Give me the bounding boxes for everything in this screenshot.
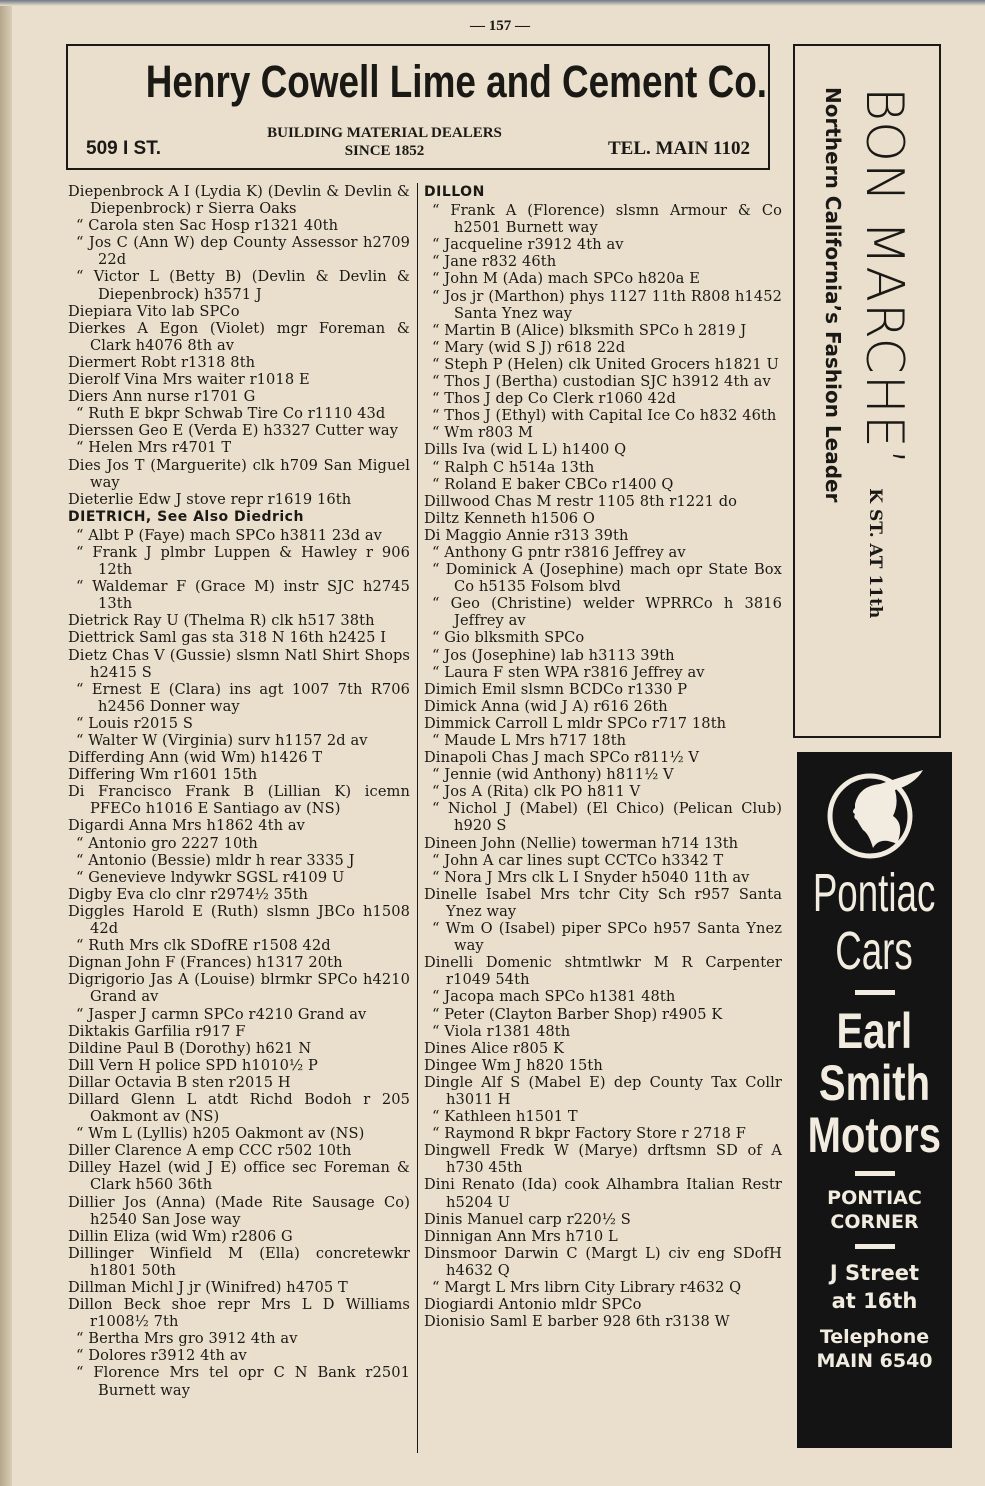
directory-entry: “ Jasper J carmn SPCo r4210 Grand av [76, 1005, 367, 1023]
directory-entry: “ Laura F sten WPA r3816 Jeffrey av [432, 663, 705, 681]
directory-entry: Dimmick Carroll L mldr SPCo r717 18th [424, 714, 727, 732]
directory-entry: Dinnigan Ann Mrs h710 L [424, 1227, 618, 1245]
directory-entry: “ Geo (Christine) welder WPRRCo h 3816 Jeffrey av [432, 595, 782, 630]
directory-entry: Dinsmoor Darwin C (Margt L) civ eng SDofH h4632 Q [424, 1244, 782, 1279]
directory-entry: “ Maude L Mrs h717 18th [432, 732, 627, 749]
directory-entry: Diktakis Garfilia r917 F [68, 1022, 246, 1040]
directory-entry: “ Wm L (Lyllis) h205 Oakmont av (NS) [76, 1125, 365, 1143]
phone-line1: Telephone [819, 1326, 930, 1348]
directory-entry: “ Walter W (Virginia) surv h1157 2d av [76, 732, 368, 749]
directory-entry: “ Dolores r3912 4th av [76, 1347, 247, 1365]
directory-entry: Dillman Michl J jr (Winifred) h4705 T [68, 1279, 348, 1296]
directory-entry: Dimich Emil slsmn BCDCo r1330 P [424, 680, 688, 698]
directory-entry: Di Francisco Frank B (Lillian K) icemn PFECo h1016 E Santiago av (NS) [68, 783, 410, 818]
directory-entry: Dillin Eliza (wid Wm) r2806 G [68, 1227, 293, 1245]
ad-company-name: Henry Cowell Lime and Cement Co. [145, 56, 768, 107]
directory-entry: “ Mary (wid S J) r618 22d [432, 338, 626, 356]
directory-entry: Dills Iva (wid L L) h1400 Q [424, 441, 627, 459]
directory-column-middle [424, 183, 782, 1330]
directory-entry: Dinelli Domenic shtmtlwkr M R Carpenter r1049 54th [424, 954, 782, 989]
directory-entry: “ Roland E baker CBCo r1400 Q [432, 475, 674, 493]
ad-phone: TEL. MAIN 1102 [608, 138, 750, 159]
directory-entry: Dillar Octavia B sten r2015 H [68, 1073, 291, 1091]
pontiac-line1: Pontiac [813, 863, 936, 923]
divider-rule [855, 1244, 895, 1249]
directory-entry: “ Frank A (Florence) slsmn Armour & Co h2501 Burnett way [432, 202, 782, 237]
pontiac-ad [797, 752, 952, 1448]
directory-entry: Diettrick Saml gas sta 318 N 16th h2425 I [68, 629, 387, 647]
directory-entry: “ Louis r2015 S [76, 714, 194, 732]
directory-entry: Diller Clarence A emp CCC r502 10th [68, 1142, 352, 1160]
directory-entry: “ Antonio (Bessie) mldr h rear 3335 J [76, 851, 355, 869]
directory-entry: Diggles Harold E (Ruth) slsmn JBCo h1508 42d [68, 902, 410, 938]
directory-entry: “ Victor L (Betty B) (Devlin & Devlin & Diepenbrock) h3571 J [76, 268, 410, 303]
directory-entry: Dierkes A Egon (Violet) mgr Foreman & Clark h4076 8th av [68, 319, 410, 354]
bon-marche-title: BON MARCHE’ [854, 87, 914, 467]
directory-entry: Dini Renato (Ida) cook Alhambra Italian Restr h5204 U [424, 1176, 782, 1211]
dealer-line2: Smith [818, 1055, 931, 1111]
street-line2: at 16th [831, 1289, 918, 1313]
page-top-shadow [0, 0, 985, 6]
bon-marche-title-row [854, 87, 914, 721]
directory-entry: Diepiara Vito lab SPCo [68, 302, 240, 320]
directory-entry: Dieterlie Edw J stove repr r1619 16th [68, 490, 352, 508]
indian-head-logo-icon [825, 764, 925, 864]
dealer-line3: Motors [807, 1107, 942, 1163]
directory-entry: Dillier Jos (Anna) (Made Rite Sausage Co) h2540 San Jose way [68, 1193, 410, 1228]
henry-cowell-ad [66, 44, 770, 170]
directory-entry: “ Helen Mrs r4701 T [76, 439, 232, 457]
bon-marche-address: K ST. AT 11th [865, 488, 885, 619]
directory-entry: “ Antonio gro 2227 10th [76, 834, 258, 852]
directory-entry: “ Jane r832 46th [432, 253, 557, 271]
directory-entry: “ Ralph C h514a 13th [432, 458, 595, 476]
directory-entry: Dingee Wm J h820 15th [424, 1056, 603, 1074]
directory-entry: Dietrick Ray U (Thelma R) clk h517 38th [68, 612, 375, 630]
directory-entry: Dilley Hazel (wid J E) office sec Foreman & Clark h560 36th [68, 1159, 410, 1194]
directory-entry: Diepenbrock A I (Lydia K) (Devlin & Devlin & Diepenbrock) r Sierra Oaks [68, 183, 410, 218]
directory-entry: “ Albt P (Faye) mach SPCo h3811 23d av [76, 526, 382, 544]
directory-entry: Dinelle Isabel Mrs tchr City Sch r957 Santa Ynez way [424, 885, 782, 920]
directory-entry: Digardi Anna Mrs h1862 4th av [68, 817, 305, 835]
directory-entry: Digby Eva clo clnr r2974½ 35th [68, 885, 309, 903]
directory-entry: Dies Jos T (Marguerite) clk h709 San Miguel way [68, 456, 410, 491]
directory-entry: Digrigorio Jas A (Louise) blrmkr SPCo h4210 Grand av [68, 971, 410, 1006]
directory-entry: “ Bertha Mrs gro 3912 4th av [76, 1330, 298, 1348]
ad-address: 509 I ST. [86, 138, 161, 159]
directory-entry: “ John M (Ada) mach SPCo h820a E [432, 270, 700, 288]
directory-entry: Dietz Chas V (Gussie) slsmn Natl Shirt Shops h2415 S [68, 646, 410, 681]
street-line1: J Street [829, 1261, 920, 1285]
directory-entry: Dionisio Saml E barber 928 6th r3138 W [424, 1313, 730, 1331]
directory-entry: “ Genevieve lndywkr SGSL r4109 U [76, 868, 345, 886]
dealer-line1: Earl [836, 1003, 913, 1059]
directory-entry: Dillinger Winfield M (Ella) concretewkr h1801 50th [68, 1244, 410, 1279]
bon-marche-ad [793, 44, 941, 738]
directory-column-left [68, 183, 410, 1399]
phone-line2: MAIN 6540 [816, 1350, 933, 1372]
directory-entry: Dierssen Geo E (Verda E) h3327 Cutter way [68, 422, 399, 440]
ad-tagline-line2: SINCE 1852 [344, 143, 425, 159]
directory-entry: “ Nichol J (Mabel) (El Chico) (Pelican Club) h920 S [432, 800, 782, 835]
directory-entry: Diers Ann nurse r1701 G [68, 388, 256, 406]
directory-entry: “ Kathleen h1501 T [432, 1108, 578, 1126]
divider-rule [855, 1171, 895, 1176]
directory-entry: Diermert Robt r1318 8th [68, 353, 256, 371]
directory-entry: Dingle Alf S (Mabel E) dep County Tax Collr h3011 H [424, 1073, 782, 1108]
directory-entry: “ Anthony G pntr r3816 Jeffrey av [432, 543, 686, 561]
directory-entry: Di Maggio Annie r313 39th [424, 526, 629, 544]
directory-entry: Dillon Beck shoe repr Mrs L D Williams r1008½ 7th [68, 1296, 410, 1331]
directory-entry: “ Jos (Josephine) lab h3113 39th [432, 646, 675, 664]
directory-entry: Differing Wm r1601 15th [68, 766, 258, 784]
bon-marche-slogan: Northern California’s Fashion Leader [821, 87, 845, 503]
directory-entry: “ Peter (Clayton Barber Shop) r4905 K [432, 1005, 723, 1023]
directory-entry: “ John A car lines supt CCTCo h3342 T [432, 851, 724, 869]
bon-marche-rotated-content [802, 61, 932, 721]
ad-tagline-line1: BUILDING MATERIAL DEALERS [267, 125, 502, 141]
directory-entry: “ Steph P (Helen) clk United Grocers h1821 U [432, 355, 779, 373]
directory-entry: “ Margt L Mrs librn City Library r4632 Q [432, 1279, 742, 1296]
directory-entry: “ Wm O (Isabel) piper SPCo h957 Santa Ynez way [432, 920, 782, 955]
directory-entry: “ Jennie (wid Anthony) h811½ V [432, 766, 674, 784]
directory-entry: Diltz Kenneth h1506 O [424, 509, 595, 527]
directory-entry: “ Carola sten Sac Hosp r1321 40th [76, 217, 339, 235]
directory-entry: “ Waldemar F (Grace M) instr SJC h2745 13th [76, 578, 410, 613]
directory-entry: Dineen John (Nellie) towerman h714 13th [424, 834, 739, 852]
directory-entry: “ Thos J (Bertha) custodian SJC h3912 4th av [432, 373, 771, 391]
directory-entry: Dinis Manuel carp r220½ S [424, 1210, 631, 1228]
divider-rule [855, 990, 895, 995]
directory-entry: “ Nora J Mrs clk L I Snyder h5040 11th av [432, 868, 750, 886]
directory-entry: “ Ernest E (Clara) ins agt 1007 7th R706 h2456 Donner way [76, 680, 410, 715]
directory-entry: “ Gio blksmith SPCo [432, 629, 585, 647]
directory-entry: Diogiardi Antonio mldr SPCo [424, 1296, 642, 1314]
directory-entry: Differding Ann (wid Wm) h1426 T [68, 749, 323, 767]
directory-entry: Dillard Glenn L atdt Richd Bodoh r 205 Oakmont av (NS) [68, 1090, 410, 1126]
directory-entry: Dimick Anna (wid J A) r616 26th [424, 697, 668, 715]
directory-entry: Dildine Paul B (Dorothy) h621 N [68, 1039, 312, 1057]
column-divider [417, 183, 418, 1453]
directory-entry: Dill Vern H police SPD h1010½ P [68, 1056, 318, 1074]
directory-entry: Dingwell Fredk W (Marye) drftsmn SD of A h730 45th [424, 1142, 782, 1177]
directory-entry: “ Raymond R bkpr Factory Store r 2718 F [432, 1125, 746, 1143]
directory-entry: “ Thos J (Ethyl) with Capital Ice Co h832 46th [432, 407, 777, 425]
directory-entry: Dines Alice r805 K [424, 1039, 565, 1057]
directory-entry: “ Viola r1381 48th [432, 1022, 571, 1040]
directory-entry: “ Florence Mrs tel opr C N Bank r2501 Burnett way [76, 1364, 410, 1399]
section-heading: DILLON [424, 184, 485, 200]
ad-bottom-row [86, 124, 750, 160]
ad-tagline [267, 124, 502, 160]
corner-line2: CORNER [830, 1211, 919, 1233]
corner-line1: PONTIAC [827, 1187, 922, 1209]
directory-entry: “ Wm r803 M [432, 424, 534, 442]
section-heading: DIETRICH, See Also Diedrich [68, 508, 304, 525]
directory-entry: “ Jos A (Rita) clk PO h811 V [432, 783, 641, 801]
directory-entry: “ Frank J plmbr Luppen & Hawley r 906 12th [76, 543, 410, 579]
directory-entry: “ Jos jr (Marthon) phys 1127 11th R808 h1452 Santa Ynez way [432, 287, 782, 322]
directory-entry: “ Jacopa mach SPCo h1381 48th [432, 988, 676, 1006]
directory-entry: “ Jos C (Ann W) dep County Assessor h2709 22d [76, 234, 410, 269]
directory-entry: “ Ruth Mrs clk SDofRE r1508 42d [76, 937, 331, 955]
directory-entry: “ Thos J dep Co Clerk r1060 42d [432, 390, 676, 408]
directory-entry: Dignan John F (Frances) h1317 20th [68, 954, 343, 972]
directory-entry: “ Dominick A (Josephine) mach opr State Box Co h5135 Folsom blvd [432, 561, 782, 596]
page-binding-edge [0, 0, 12, 1486]
pontiac-line2: Cars [835, 921, 914, 981]
directory-entry: Dillwood Chas M restr 1105 8th r1221 do [424, 492, 738, 510]
directory-entry: Dierolf Vina Mrs waiter r1018 E [68, 371, 310, 389]
directory-entry: “ Martin B (Alice) blksmith SPCo h 2819 J [432, 321, 747, 339]
directory-entry: “ Jacqueline r3912 4th av [432, 236, 624, 254]
page-number: — 157 — [470, 18, 530, 34]
directory-entry: “ Ruth E bkpr Schwab Tire Co r1110 43d [76, 405, 386, 423]
directory-entry: Dinapoli Chas J mach SPCo r811½ V [424, 749, 700, 767]
